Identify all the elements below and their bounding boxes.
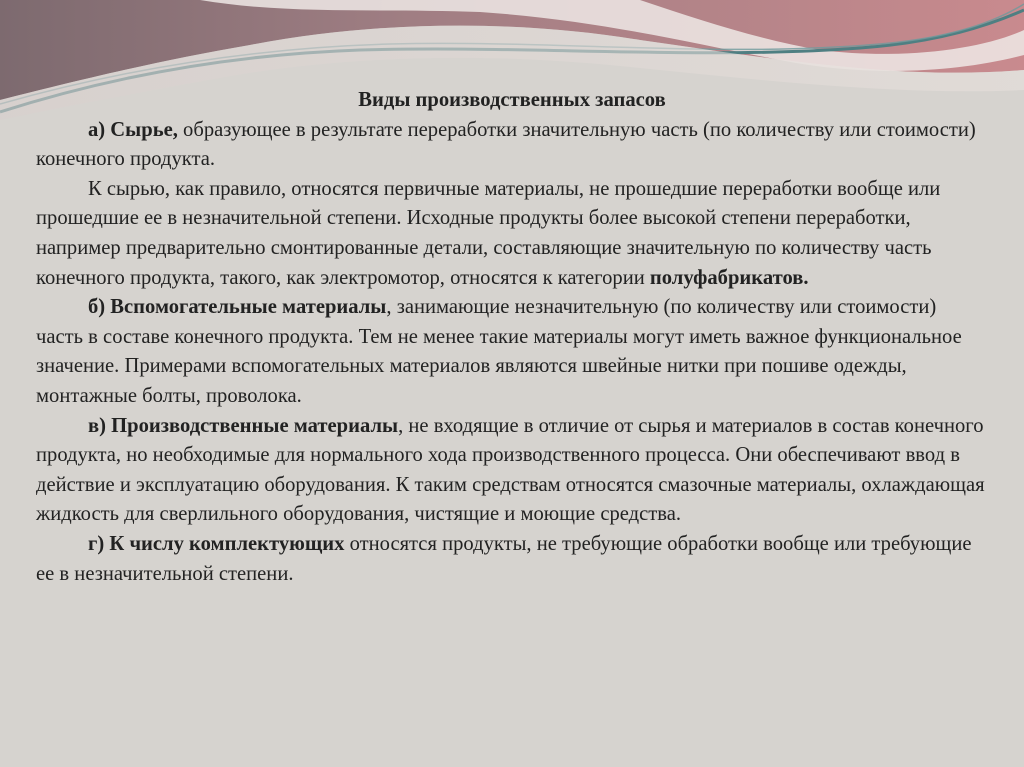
paragraph-text: относятся продукты, не требующие обработки вообще или требующие ее в незначительной степени. [36, 532, 972, 585]
paragraph-raw-materials-detail [36, 175, 988, 293]
term-raw-materials: а) Сырье, [88, 118, 178, 141]
term-auxiliary-materials: б) Вспомогательные материалы [88, 296, 387, 319]
term-production-materials: в) Производственные материалы [88, 414, 399, 437]
slide-title: Виды производственных запасов [358, 89, 666, 111]
paragraph-text: образующее в результате переработки значительную часть (по количеству или стоимости) конечного продукта. [36, 118, 976, 171]
paragraph-auxiliary-materials [36, 293, 988, 411]
paragraph-text: , занимающие незначительную (по количеству или стоимости) часть в составе конечного продукта. Тем не менее такие материалы могут иметь важное функциональное значение. Примерами вспомогательных материалов являются швейные нитки при пошиве одежды, монтажные болты, проволока. [36, 296, 962, 407]
slide-body [36, 86, 988, 589]
paragraph-production-materials [36, 412, 988, 530]
paragraph-raw-materials [36, 116, 988, 175]
term-components: г) К числу комплектующих [88, 532, 345, 555]
term-semi-finished: полуфабрикатов. [649, 266, 809, 289]
paragraph-text: , не входящие в отличие от сырья и материалов в состав конечного продукта, но необходимые для нормального хода производственного процесса. Они обеспечивают ввод в действие и эксплуатацию оборудования. К таким средствам относятся смазочные материалы, охлаждающая жидкость для сверлильного оборудования, чистящие и моющие средства. [36, 414, 985, 526]
paragraph-text: К сырью, как правило, относятся первичные материалы, не прошедшие переработки вообще или прошедшие ее в незначительной степени. Исходные продукты более высокой степени переработки, например предварительно смонтированные детали, составляющие значительную по количеству часть конечного продукта, такого, как электромотор, относятся к категории [36, 177, 941, 289]
paragraph-components [36, 530, 988, 589]
